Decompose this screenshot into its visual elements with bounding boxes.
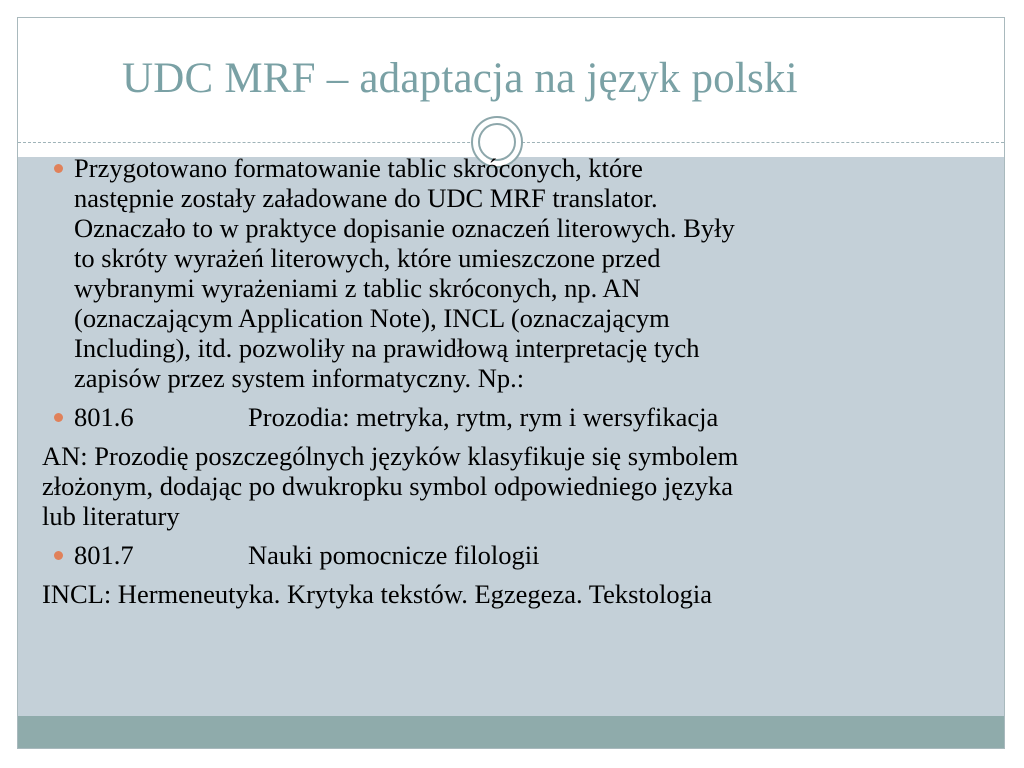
slide-body: [42, 153, 992, 618]
note-line: AN: Prozodię poszczególnych języków klasyfikuje się symbolem: [42, 441, 739, 471]
bullet-item-intro: [42, 153, 992, 393]
application-note: [42, 441, 992, 531]
bullet-dot-icon: [54, 551, 63, 560]
bullet-item-801-6: [42, 402, 992, 432]
note-line: lub literatury: [42, 501, 180, 531]
bullet-line: Przygotowano formatowanie tablic skróconych, które: [74, 153, 643, 183]
bullet-line: Oznaczało to w praktyce dopisanie oznaczeń literowych. Były: [74, 213, 735, 243]
bullet-dot-icon: [54, 413, 63, 422]
note-line: złożonym, dodając po dwukropku symbol odpowiedniego języka: [42, 471, 734, 501]
udc-label: Prozodia: metryka, rytm, rym i wersyfikacja: [248, 402, 719, 432]
udc-label: Nauki pomocnicze filologii: [248, 540, 540, 570]
slide-title: UDC MRF – adaptacja na język polski: [122, 55, 798, 102]
bullet-line: Including), itd. pozwoliły na prawidłową interpretację tych: [74, 333, 700, 363]
bullet-line: to skróty wyrażeń literowych, które umieszczone przed: [74, 243, 661, 273]
bullet-line: zapisów przez system informatyczny. Np.:: [74, 363, 525, 393]
slide-frame: [17, 17, 1005, 749]
bullet-item-801-7: [42, 540, 992, 570]
bullet-line: (oznaczającym Application Note), INCL (oznaczającym: [74, 303, 670, 333]
bullet-dot-icon: [54, 164, 63, 173]
footer-band: [18, 716, 1004, 749]
bullet-line: następnie zostały załadowane do UDC MRF translator.: [74, 183, 658, 213]
including-note: [42, 579, 992, 609]
udc-code: 801.6: [74, 402, 134, 432]
udc-code: 801.7: [74, 540, 134, 570]
bullet-line: wybranymi wyrażeniami z tablic skróconych, np. AN: [74, 273, 641, 303]
note-line: INCL: Hermeneutyka. Krytyka tekstów. Egzegeza. Tekstologia: [42, 579, 713, 609]
